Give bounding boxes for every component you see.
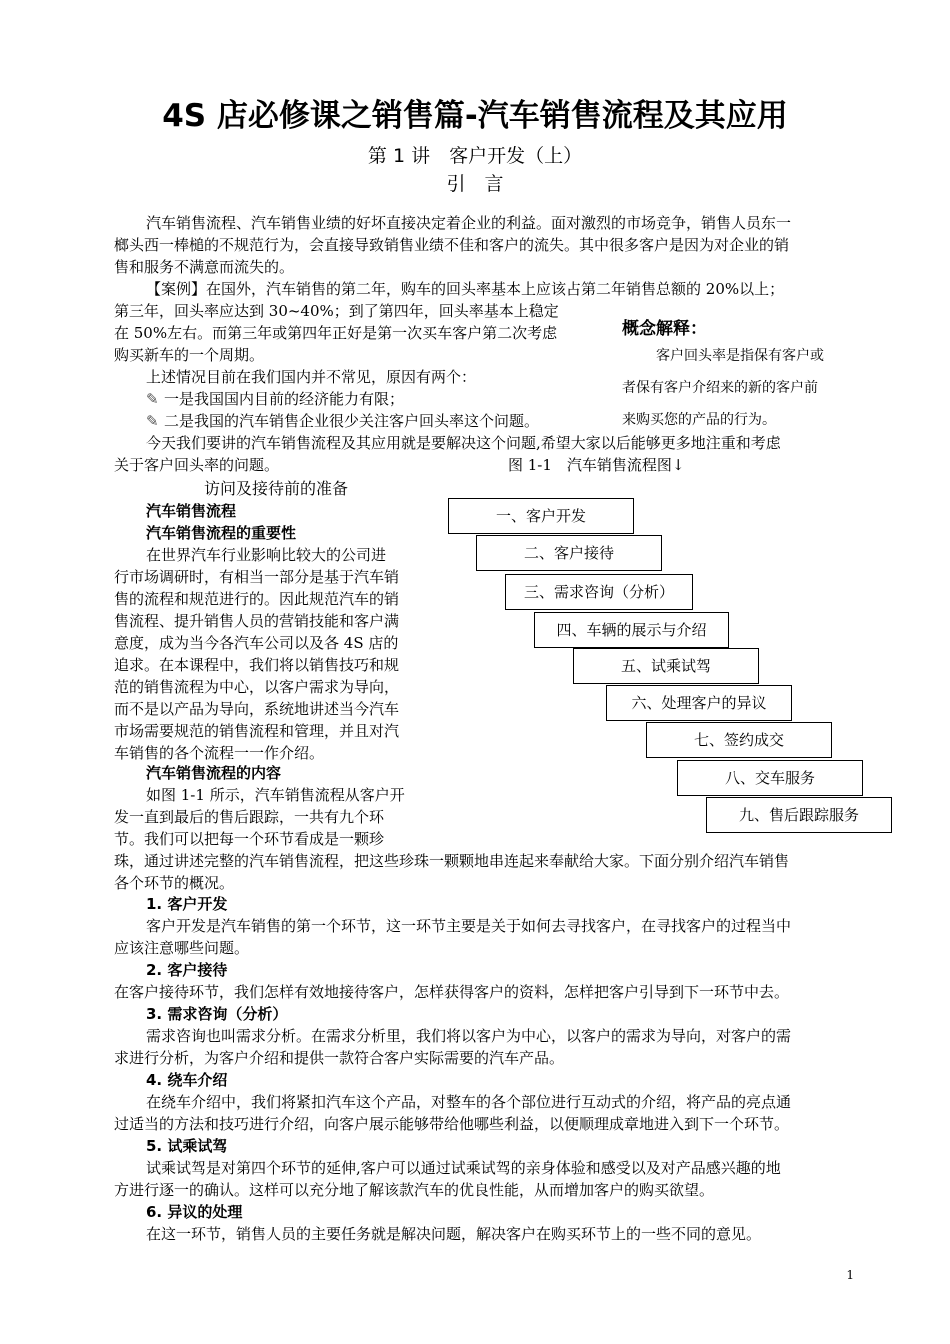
today-line2: 关于客户回头率的问题。 (114, 456, 280, 474)
section-4-line2: 过适当的方法和技巧进行介绍，向客户展示能够带给他哪些利益，以便顺理成章地进入到下一个环节。 (114, 1115, 790, 1133)
intro-p1-line2: 榔头西一棒槌的不规范行为，会直接导致销售业绩不佳和客户的流失。其中很多客户是因为对企业的销 (114, 236, 790, 254)
flow-step-4: 四、车辆的展示与介绍 (534, 612, 729, 648)
concept-line2: 者保有客户介绍来的新的客户前 (622, 380, 818, 396)
page-number: 1 (846, 1268, 854, 1282)
flow-step-8: 八、交车服务 (677, 760, 863, 796)
document-title: 4S 店必修课之销售篇-汽车销售流程及其应用 (162, 98, 788, 134)
flow-step-6: 六、处理客户的异议 (606, 685, 792, 721)
section-5-line1: 试乘试驾是对第四个环节的延伸,客户可以通过试乘试驾的亲身体验和感受以及对产品感兴趣的地 (146, 1159, 781, 1177)
concept-line3: 来购买您的产品的行为。 (622, 412, 776, 428)
flow-step-9: 九、售后跟踪服务 (706, 797, 892, 833)
section-heading: 访问及接待前的准备 (204, 479, 349, 498)
figure-caption: 图 1-1 汽车销售流程图↓ (508, 456, 685, 474)
section-3-heading: 3. 需求咨询（分析） (146, 1005, 288, 1023)
section-6-heading: 6. 异议的处理 (146, 1203, 243, 1221)
importance-line: 意度，成为当今各汽车公司以及各 4S 店的 (114, 634, 399, 652)
section-2-heading: 2. 客户接待 (146, 961, 228, 979)
content-heading: 汽车销售流程的内容 (146, 764, 282, 782)
importance-line: 市场需要规范的销售流程和管理，并且对汽 (114, 722, 400, 740)
flow-step-3: 三、需求咨询（分析） (505, 574, 693, 610)
flow-step-1: 一、客户开发 (448, 498, 634, 534)
content-full-line1: 珠，通过讲述完整的汽车销售流程，把这些珍珠一颗颗地串连起来奉献给大家。下面分别介绍汽车销售 (114, 852, 790, 870)
case-line1: 【案例】在国外，汽车销售的第二年，购车的回头率基本上应该占第二年销售总额的 20%以上； (146, 280, 785, 298)
case-line4: 购买新车的一个周期。 (114, 346, 265, 364)
section-1-line1: 客户开发是汽车销售的第一个环节，这一环节主要是关于如何去寻找客户，在寻找客户的过程当中 (146, 917, 792, 935)
flow-step-7: 七、签约成交 (646, 722, 832, 758)
pencil-bullet-icon: ✎ (146, 412, 159, 430)
importance-line: 售的流程和规范进行的。因此规范汽车的销 (114, 590, 400, 608)
importance-line: 而不是以产品为导向，系统地讲述当今汽车 (114, 700, 400, 718)
intro-p1-line3: 售和服务不满意而流失的。 (114, 258, 295, 276)
importance-line: 售流程、提升销售人员的营销技能和客户满 (114, 612, 400, 630)
intro-heading: 引 言 (446, 173, 504, 195)
importance-line: 追求。在本课程中，我们将以销售技巧和规 (114, 656, 400, 674)
concept-line1: 客户回头率是指保有客户或 (656, 348, 824, 364)
content-line: 发一直到最后的售后跟踪，一共有九个环 (114, 808, 385, 826)
flow-step-5: 五、试乘试驾 (573, 648, 759, 684)
section-1-heading: 1. 客户开发 (146, 895, 228, 913)
section-3-line1: 需求咨询也叫需求分析。在需求分析里，我们将以客户为中心，以客户的需求为导向，对客户的需 (146, 1027, 792, 1045)
concept-title: 概念解释： (622, 319, 707, 339)
reason-item-1 (146, 388, 404, 410)
reason-2-text: 二是我国的汽车销售企业很少关注客户回头率这个问题。 (164, 412, 540, 430)
importance-line: 在世界汽车行业影响比较大的公司进 (146, 546, 387, 564)
section-2-line1: 在客户接待环节，我们怎样有效地接待客户，怎样获得客户的资料，怎样把客户引导到下一环节中去。 (114, 983, 790, 1001)
reasons-lead: 上述情况目前在我们国内并不常见，原因有两个： (146, 368, 477, 386)
flow-heading: 汽车销售流程 (146, 502, 237, 520)
reason-1-text: 一是我国国内目前的经济能力有限； (164, 390, 405, 408)
section-6-line1: 在这一环节，销售人员的主要任务就是解决问题，解决客户在购买环节上的一些不同的意见。 (146, 1225, 762, 1243)
importance-line: 车销售的各个流程一一作介绍。 (114, 744, 325, 762)
reason-item-2 (146, 410, 539, 432)
importance-line: 行市场调研时，有相当一部分是基于汽车销 (114, 568, 400, 586)
section-4-heading: 4. 绕车介绍 (146, 1071, 228, 1089)
case-line3: 在 50%左右。而第三年或第四年正好是第一次买车客户第二次考虑 (114, 324, 558, 342)
pencil-bullet-icon: ✎ (146, 390, 159, 408)
today-line1: 今天我们要讲的汽车销售流程及其应用就是要解决这个问题,希望大家以后能够更多地注重和考虑 (146, 434, 781, 452)
section-3-line2: 求进行分析，为客户介绍和提供一款符合客户实际需要的汽车产品。 (114, 1049, 565, 1067)
intro-p1-line1: 汽车销售流程、汽车销售业绩的好坏直接决定着企业的利益。面对激烈的市场竞争，销售人员东一 (146, 214, 792, 232)
lecture-subtitle: 第 1 讲 客户开发（上） (367, 145, 583, 167)
section-5-heading: 5. 试乘试驾 (146, 1137, 228, 1155)
section-4-line1: 在绕车介绍中，我们将紧扣汽车这个产品，对整车的各个部位进行互动式的介绍，将产品的亮点通 (146, 1093, 792, 1111)
importance-heading: 汽车销售流程的重要性 (146, 524, 297, 542)
section-1-line2: 应该注意哪些问题。 (114, 939, 250, 957)
case-line2: 第三年，回头率应达到 30~40%；到了第四年，回头率基本上稳定 (114, 302, 559, 320)
content-full-line2: 各个环节的概况。 (114, 874, 235, 892)
importance-line: 范的销售流程为中心，以客户需求为导向， (114, 678, 400, 696)
content-line: 如图 1-1 所示，汽车销售流程从客户开 (146, 786, 405, 804)
section-5-line2: 方进行逐一的确认。这样可以充分地了解该款汽车的优良性能，从而增加客户的购买欲望。 (114, 1181, 715, 1199)
content-line: 节。我们可以把每一个环节看成是一颗珍 (114, 830, 385, 848)
flow-step-2: 二、客户接待 (476, 535, 662, 571)
